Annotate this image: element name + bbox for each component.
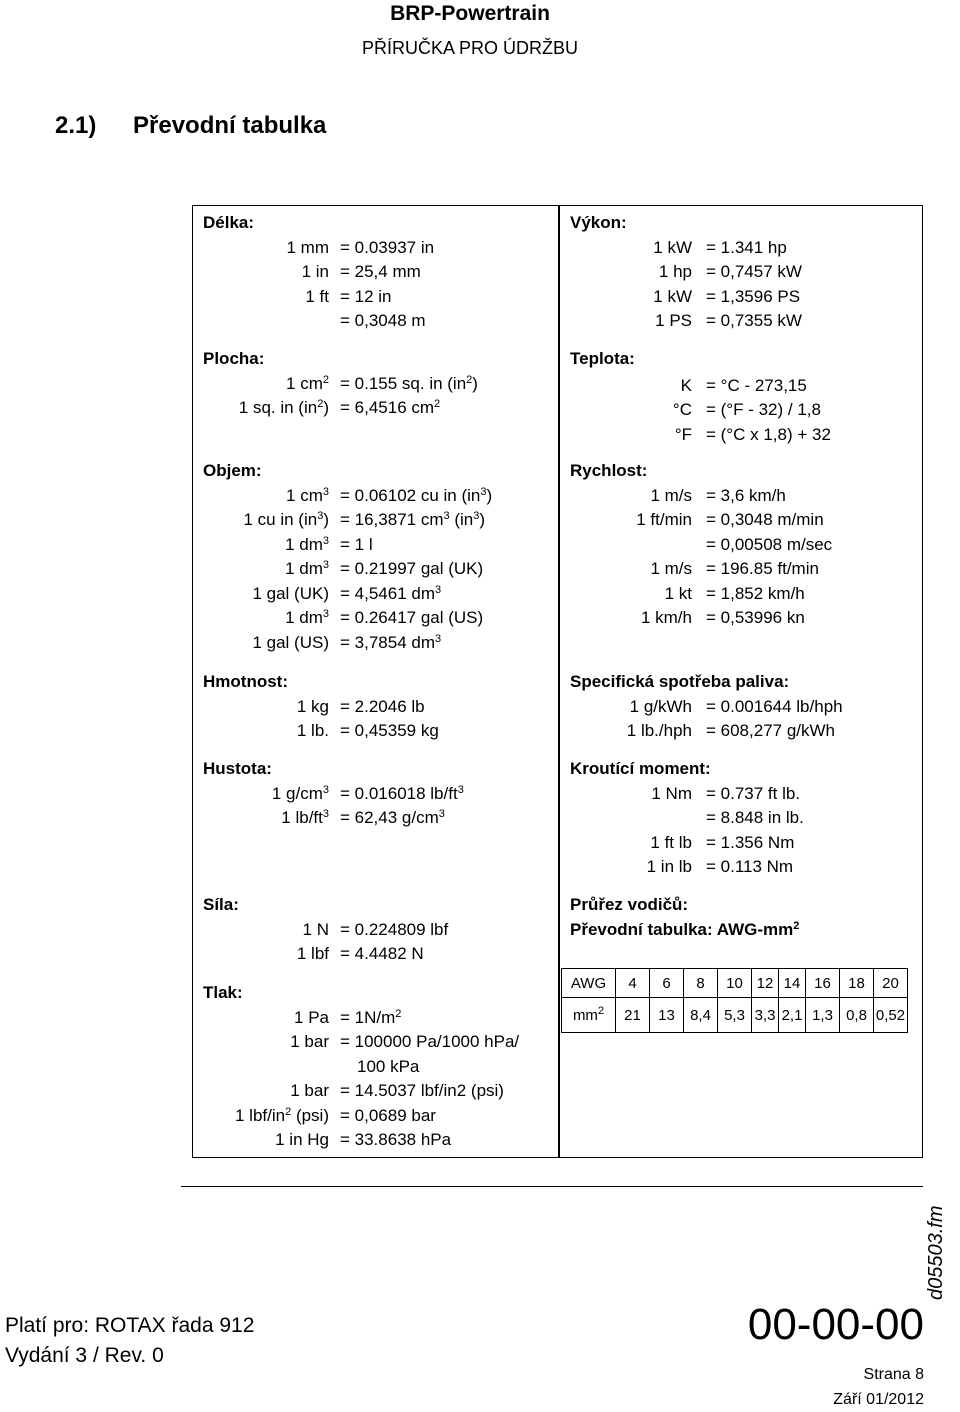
footer-valid-for: Platí pro: ROTAX řada 912 <box>5 1314 255 1337</box>
group-plocha <box>203 347 558 421</box>
unit-rhs: = °C - 273,15 <box>706 375 807 395</box>
unit-rhs: = 3,6 km/h <box>706 485 786 505</box>
table-row <box>562 998 908 1033</box>
table-cell: 4 <box>616 969 650 998</box>
unit-lhs: 1 Nm <box>651 783 692 803</box>
table-cell: 5,3 <box>718 998 752 1033</box>
table-cell: 21 <box>616 998 650 1033</box>
group-title: Objem: <box>203 461 262 480</box>
unit-lhs: 1 $cm^2$ <box>286 373 329 393</box>
group-rychlost <box>570 459 922 631</box>
unit-lhs: 1 hp <box>658 262 692 281</box>
unit-rhs: = 1.356 Nm <box>706 832 795 852</box>
unit-lhs: 1 $dm^3$ <box>285 559 329 578</box>
unit-rhs: = 608,277 g/kWh <box>706 721 836 740</box>
unit-lhs: K <box>680 375 692 395</box>
section-number: 2.1) <box>55 112 97 139</box>
unit-lhs: 1 lbf/$in^2$ (psi) <box>235 1105 329 1125</box>
unit-rhs: = 12 in <box>340 286 392 306</box>
unit-lhs: 1 lb. <box>296 721 329 740</box>
group-title: Specifická spotřeba paliva: <box>570 672 790 691</box>
unit-rhs: = 196.85 ft/min <box>706 559 819 578</box>
table-cell: 8 <box>684 969 718 998</box>
footer-filename: d05503.fm <box>925 1205 947 1300</box>
table-cell: 6 <box>650 969 684 998</box>
group-subtitle: Převodní tabulka: AWG-$mm^2$ <box>570 919 800 939</box>
table-cell: $mm^2$ <box>562 998 616 1033</box>
unit-lhs: 1 ft lb <box>650 832 692 852</box>
group-title: Rychlost: <box>570 461 648 480</box>
group-hmotnost <box>203 670 558 744</box>
table-cell: 14 <box>779 969 806 998</box>
unit-rhs: = 1.341 hp <box>706 237 787 257</box>
unit-rhs: = 0,7355 kW <box>706 311 802 330</box>
group-title: Plocha: <box>203 349 265 368</box>
unit-rhs: = (°C x 1,8) + 32 <box>706 424 831 444</box>
unit-rhs: = 0,7457 kW <box>706 262 802 281</box>
group-tlak <box>203 981 558 1153</box>
unit-rhs: = 4.4482 N <box>340 944 424 963</box>
table-row <box>562 969 908 998</box>
group-vykon <box>570 211 922 334</box>
group-teplota <box>570 347 922 447</box>
unit-rhs: = 14.5037 lbf/in2 (psi) <box>340 1081 504 1100</box>
unit-rhs: = 100000 Pa/1000 hPa/ <box>340 1032 520 1051</box>
column-divider <box>558 205 560 1158</box>
footer-date: Září 01/2012 <box>833 1391 924 1408</box>
unit-lhs: 1 cu in $(in^3)$ <box>243 510 329 529</box>
unit-lhs: 1 in <box>301 262 329 281</box>
unit-rhs: = 0.26417 gal (US) <box>340 608 484 627</box>
footer-info <box>5 1311 254 1371</box>
footer-doc-code: 00-00-00 <box>747 1300 924 1349</box>
unit-rhs: = 0,3048 m <box>340 311 426 330</box>
unit-lhs: 1 kt <box>664 583 692 603</box>
group-title: Kroutící moment: <box>570 759 711 778</box>
table-cell: 12 <box>752 969 779 998</box>
group-title: Výkon: <box>570 213 627 232</box>
group-title: Teplota: <box>570 349 635 368</box>
unit-rhs: = 4,5461 $dm^3$ <box>340 583 442 603</box>
group-title: Délka: <box>203 213 255 232</box>
unit-lhs: 1 $g/cm^3$ <box>271 783 329 803</box>
group-title: Síla: <box>203 895 239 914</box>
header-subtitle: PŘÍRUČKA PRO ÚDRŽBU <box>361 38 579 58</box>
unit-lhs: 1 $dm^3$ <box>285 534 329 554</box>
footer-page: Strana 8 <box>863 1366 924 1383</box>
unit-rhs: = 2.2046 lb <box>340 696 425 716</box>
unit-lhs: 1 in Hg <box>275 1130 329 1149</box>
table-cell: 13 <box>650 998 684 1033</box>
unit-rhs: = 0.224809 lbf <box>340 919 449 939</box>
table-cell: 2,1 <box>779 998 806 1033</box>
header-brand: BRP-Powertrain <box>390 2 550 25</box>
unit-lhs: 1 kg <box>296 696 329 716</box>
unit-lhs: 1 bar <box>290 1081 329 1100</box>
group-prurez <box>570 893 922 942</box>
unit-rhs: = 62,43 $g/cm^3$ <box>340 808 445 827</box>
table-cell: 3,3 <box>752 998 779 1033</box>
unit-rhs: = 0,0689 bar <box>340 1105 436 1125</box>
footer-edition: Vydání 3 / Rev. 0 <box>5 1344 164 1367</box>
table-cell: 1,3 <box>806 998 840 1033</box>
unit-lhs: 1 $cm^3$ <box>286 485 329 505</box>
unit-rhs: = 0.06102 cu in $(in^3)$ <box>340 485 493 505</box>
table-cell: 20 <box>874 969 908 998</box>
unit-rhs: = 0.001644 lb/hph <box>706 696 843 716</box>
unit-rhs: = $1N/m^2$ <box>340 1007 402 1027</box>
group-objem <box>203 459 558 655</box>
table-cell: 10 <box>718 969 752 998</box>
table-cell: 18 <box>840 969 874 998</box>
group-title: Průřez vodičů: <box>570 895 689 914</box>
unit-rhs: = 1,3596 PS <box>706 286 801 306</box>
unit-lhs: 1 g/kWh <box>629 696 692 716</box>
group-delka <box>203 211 558 334</box>
group-moment <box>570 757 922 880</box>
unit-rhs: = 1 l <box>340 534 373 554</box>
group-hustota <box>203 757 558 831</box>
unit-lhs: 1 kW <box>653 237 692 257</box>
section-title <box>55 112 326 140</box>
table-cell: 0,52 <box>874 998 908 1033</box>
unit-lhs: 1 gal (US) <box>252 632 329 652</box>
unit-lhs: 1 Pa <box>294 1007 329 1027</box>
unit-lhs: 1 kW <box>653 286 692 306</box>
group-title: Hustota: <box>203 759 272 778</box>
unit-rhs: = 0.737 ft lb. <box>706 783 801 803</box>
unit-rhs: = 0.113 Nm <box>706 857 794 876</box>
unit-rhs: = (°F - 32) / 1,8 <box>706 400 821 419</box>
unit-lhs: 1 m/s <box>650 485 692 505</box>
unit-rhs: = 0,00508 m/sec <box>706 534 833 554</box>
group-sila <box>203 893 558 967</box>
unit-rhs: = 33.8638 hPa <box>340 1130 452 1149</box>
unit-rhs: 100 kPa <box>357 1056 420 1076</box>
unit-lhs: 1 N <box>302 919 329 939</box>
unit-rhs: = 0.21997 gal (UK) <box>340 559 484 578</box>
table-cell: 0,8 <box>840 998 874 1033</box>
unit-lhs: 1 m/s <box>650 559 692 578</box>
table-cell: AWG <box>562 969 616 998</box>
unit-rhs: = 16,3871 $cm^3$ $(in^3)$ <box>340 510 486 529</box>
unit-lhs: 1 ft/min <box>636 510 692 529</box>
unit-lhs: 1 PS <box>655 311 692 330</box>
unit-rhs: = 3,7854 $dm^3$ <box>340 632 442 652</box>
table-cell: 8,4 <box>684 998 718 1033</box>
group-title: Hmotnost: <box>203 672 288 691</box>
unit-rhs: = 0.016018 $lb/ft^3$ <box>340 783 464 803</box>
unit-rhs: = 8.848 in lb. <box>706 808 804 827</box>
unit-lhs: 1 lb./hph <box>626 721 692 740</box>
unit-lhs: 1 lbf <box>296 944 329 963</box>
unit-rhs: = 1,852 km/h <box>706 583 805 603</box>
awg-table <box>561 968 908 1033</box>
table-cell: 16 <box>806 969 840 998</box>
group-title: Tlak: <box>203 983 243 1002</box>
unit-rhs: = 25,4 mm <box>340 262 421 281</box>
unit-lhs: 1 mm <box>286 237 329 257</box>
unit-rhs: = 6,4516 $cm^2$ <box>340 398 441 417</box>
footer-page-info <box>833 1362 924 1412</box>
unit-rhs: = 0.155 sq. in $(in^2)$ <box>340 373 478 393</box>
unit-rhs: = 0,53996 kn <box>706 608 805 627</box>
unit-lhs: 1 gal (UK) <box>252 583 329 603</box>
unit-lhs: 1 bar <box>290 1032 329 1051</box>
unit-rhs: = 0.03937 in <box>340 237 435 257</box>
unit-lhs: 1 $lb/ft^3$ <box>281 808 329 827</box>
unit-rhs: = 0,3048 m/min <box>706 510 824 529</box>
unit-rhs: = 0,45359 kg <box>340 721 439 740</box>
unit-lhs: 1 ft <box>305 286 329 306</box>
unit-lhs: 1 sq. in $(in^2)$ <box>238 398 329 417</box>
unit-lhs: °C <box>672 400 692 419</box>
unit-lhs: 1 $dm^3$ <box>285 608 329 627</box>
unit-lhs: 1 km/h <box>640 608 692 627</box>
section-title-text: Převodní tabulka <box>133 112 327 139</box>
unit-lhs: °F <box>674 424 692 444</box>
footer-divider <box>181 1186 923 1187</box>
group-spotreba <box>570 670 922 744</box>
unit-lhs: 1 in lb <box>646 857 692 876</box>
